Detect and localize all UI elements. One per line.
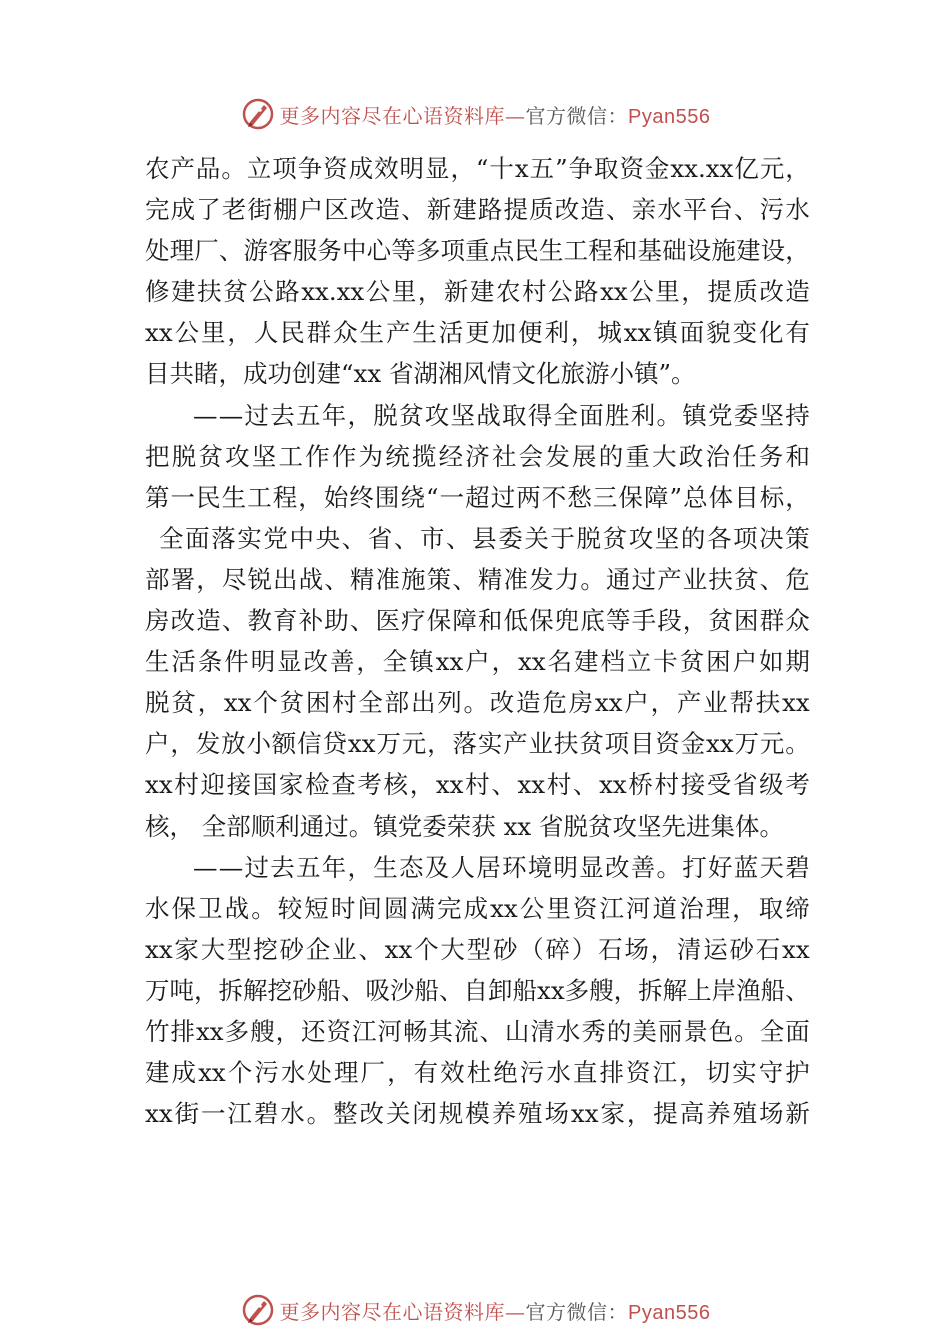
text-line: 把 脱 贫 攻 坚 工 作 作 为 统 揽 经 济 社 会 发 展 的 重 大 政 治 任 务 和 <box>145 441 810 471</box>
paragraph-start: — — 过 去 五 年 ， 脱 贫 攻 坚 战 取 得 全 面 胜 利 。 镇 党 委 坚 持 <box>193 400 810 430</box>
header-banner <box>0 94 950 134</box>
text-line: 修 建 扶 贫 公 路 xx.xx 公 里 ， 新 建 农 村 公 路 xx 公 里 ， 提 质 改 造 <box>145 277 810 307</box>
text-line: 目共睹，成功创建“xx 省湖湘风情文化旅游小镇”。 <box>145 359 696 389</box>
header-wechat-label: 官方微信： <box>525 103 629 128</box>
text-line: xx 公 里 ， 人 民 群 众 生 产 生 活 更 加 便 利 ， 城 xx 镇 面 貌 变 化 有 <box>145 318 810 348</box>
text-line: 建 成 xx 个 污 水 处 理 厂 ， 有 效 杜 绝 污 水 直 排 资 江 ， 切 实 守 护 <box>145 1058 810 1088</box>
text-line: 第 一 民 生 工 程 ， 始 终 围 绕 “ 一 超 过 两 不 愁 三 保 障 ” 总 体 目 标 ， <box>145 482 810 512</box>
text-line: 脱 贫 ， xx 个 贫 困 村 全 部 出 列 。 改 造 危 房 xx 户 ， 产 业 帮 扶 xx <box>145 688 810 718</box>
text-line: 完 成 了 老 街 棚 户 区 改 造 、 新 建 路 提 质 改 造 、 亲 水 平 台 、 污 水 <box>145 195 810 225</box>
header-brand: 更多内容尽在心语资料库 <box>279 103 506 128</box>
text-line: xx 村 迎 接 国 家 检 查 考 核 ， xx 村 、 xx 村 、 xx 桥 村 接 受 省 级 考 <box>145 770 810 800</box>
text-line: 处 理 厂 、 游 客 服 务 中 心 等 多 项 重 点 民 生 工 程 和 基 础 设 施 建 设 ， <box>145 236 810 266</box>
text-line: 竹 排 xx 多 艘 ， 还 资 江 河 畅 其 流 、 山 清 水 秀 的 美 丽 景 色 。 全 面 <box>145 1016 810 1046</box>
text-line: 户 ， 发 放 小 额 信 贷 xx 万 元 ， 落 实 产 业 扶 贫 项 目 资 金 xx 万 元 。 <box>145 729 810 759</box>
text-line: 万 吨 ， 拆 解 挖 砂 船 、 吸 沙 船 、 自 卸 船 xx 多 艘 ， 拆 解 上 岸 渔 船 、 <box>145 975 810 1005</box>
text-line: 农 产 品 。 立 项 争 资 成 效 明 显 ， “ 十 x 五 ” 争 取 资 金 xx.xx 亿 元 ， <box>145 154 810 183</box>
text-line: 核， 全部顺利通过。镇党委荣获 xx 省脱贫攻坚先进集体。 <box>145 811 784 841</box>
text-line: xx 街 一 江 碧 水 。 整 改 关 闭 规 模 养 殖 场 xx 家 ， 提 高 养 殖 场 新 <box>145 1099 810 1129</box>
text-line: 生 活 条 件 明 显 改 善 ， 全 镇 xx 户 ， xx 名 建 档 立 卡 贫 困 户 如 期 <box>145 647 810 677</box>
footer-dash: — <box>505 1299 526 1324</box>
pen-circle-icon <box>240 1292 276 1328</box>
document-body <box>145 148 810 1134</box>
pen-circle-icon <box>240 96 276 132</box>
header-handle: Pyan556 <box>628 105 711 128</box>
paragraph-start: — — 过 去 五 年 ， 生 态 及 人 居 环 境 明 显 改 善 。 打 好 蓝 天 碧 <box>193 852 810 882</box>
text-line: 房 改 造 、 教 育 补 助 、 医 疗 保 障 和 低 保 兜 底 等 手 段 ， 贫 困 群 众 <box>145 606 810 636</box>
text-line: 全 面 落 实 党 中 央 、 省 、 市 、 县 委 关 于 脱 贫 攻 坚 的 各 项 决 策 <box>159 523 810 553</box>
footer-text <box>280 1296 711 1325</box>
header-dash: — <box>505 103 526 128</box>
footer-wechat-label: 官方微信： <box>525 1299 629 1324</box>
text-line: 部 署 ， 尽 锐 出 战 、 精 准 施 策 、 精 准 发 力 。 通 过 产 业 扶 贫 、 危 <box>145 564 810 594</box>
text-line: xx 家 大 型 挖 砂 企 业 、 xx 个 大 型 砂 （ 碎 ） 石 场 ， 清 运 砂 石 xx <box>145 934 810 964</box>
header-text <box>280 100 711 129</box>
footer-handle: Pyan556 <box>628 1301 711 1324</box>
text-line: 水 保 卫 战 。 较 短 时 间 圆 满 完 成 xx 公 里 资 江 河 道 治 理 ， 取 缔 <box>145 893 810 923</box>
footer-brand: 更多内容尽在心语资料库 <box>279 1299 506 1324</box>
footer-banner <box>0 1290 950 1330</box>
